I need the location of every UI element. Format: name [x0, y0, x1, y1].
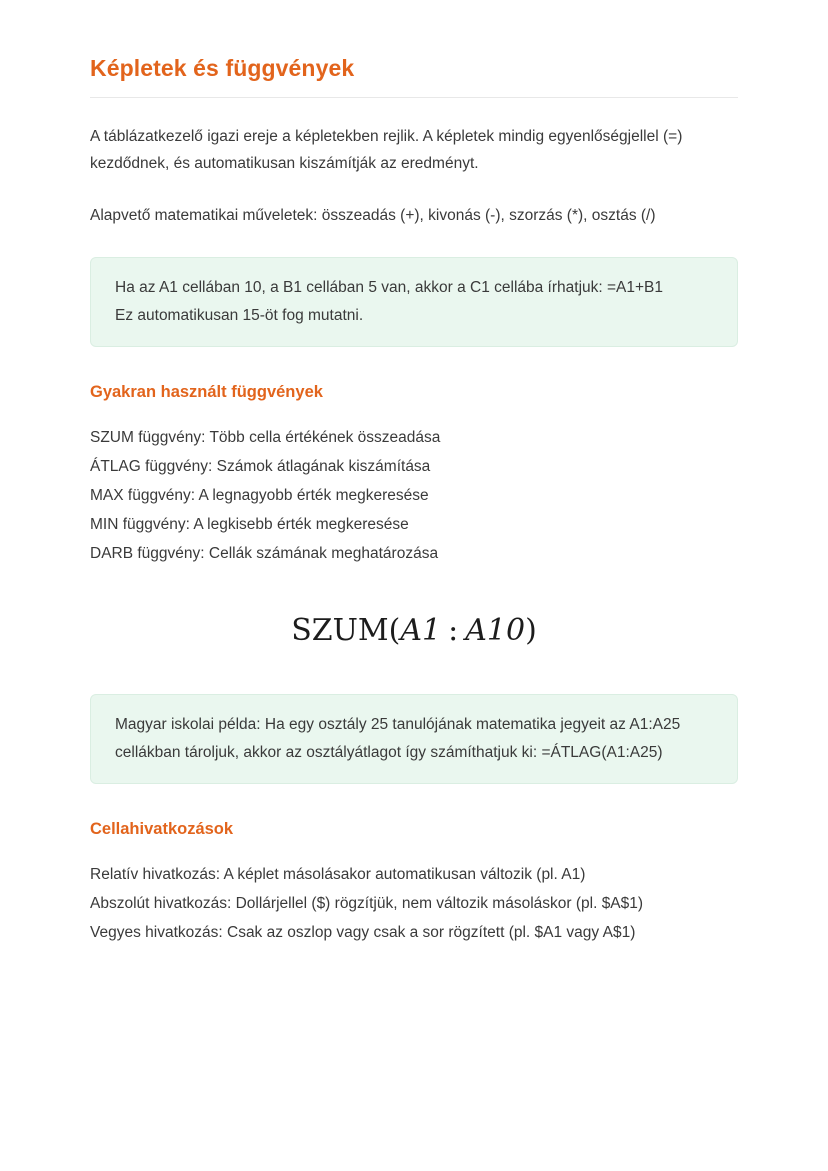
operations-paragraph: Alapvető matematikai műveletek: összeadás (+), kivonás (-), szorzás (*), osztás (/): [90, 207, 656, 225]
function-item-max: MAX függvény: A legnagyobb érték megkeresése: [90, 487, 429, 505]
reference-item-mixed: Vegyes hivatkozás: Csak az oszlop vagy csak a sor rögzített (pl. $A1 vagy A$1): [90, 923, 636, 941]
function-item-min: MIN függvény: A legkisebb érték megkeresése: [90, 516, 409, 534]
function-item-atlag: ÁTLAG függvény: Számok átlagának kiszámítása: [90, 458, 431, 476]
szum-math-formula: [90, 613, 738, 648]
reference-item-absolute: Abszolút hivatkozás: Dollárjellel ($) rögzítjük, nem változik másoláskor (pl. $A$1): [90, 894, 644, 912]
function-item-darb: DARB függvény: Cellák számának meghatározása: [90, 545, 439, 563]
functions-list: [90, 424, 738, 569]
references-section-heading: Cellahivatkozások: [90, 819, 234, 838]
school-example-text: Magyar iskolai példa: Ha egy osztály 25 tanulójának matematika jegyeit az A1:A25 cellákban tároljuk, akkor az osztályátlagot így számíthatjuk ki: =ÁTLAG(A1:A25): [115, 716, 681, 761]
formula-function-name: SZUM: [291, 613, 389, 649]
formula-close-paren: ): [525, 613, 537, 649]
formula-open-paren: (: [388, 613, 401, 649]
formula-example-line-2: Ez automatikusan 15-öt fog mutatni.: [115, 307, 364, 325]
formula-arg1: A1: [400, 613, 442, 649]
page-title: Képletek és függvények: [90, 55, 355, 81]
school-example-callout: [90, 694, 738, 784]
formula-separator: :: [448, 613, 459, 649]
reference-item-relative: Relatív hivatkozás: A képlet másolásakor automatikusan változik (pl. A1): [90, 865, 586, 883]
title-divider: [90, 97, 738, 98]
formula-example-line-1: Ha az A1 cellában 10, a B1 cellában 5 van, akkor a C1 cellába írhatjuk: =A1+B1: [115, 279, 664, 297]
references-list: [90, 861, 738, 948]
function-item-szum: SZUM függvény: Több cella értékének összeadása: [90, 429, 441, 447]
functions-section-heading: Gyakran használt függvények: [90, 383, 323, 402]
formula-arg2: A10: [465, 613, 526, 649]
formula-example-callout: [90, 257, 738, 347]
intro-paragraph: A táblázatkezelő igazi ereje a képletekben rejlik. A képletek mindig egyenlőségjellel (=) kezdődnek, és automatikusan kiszámítják az eredményt.: [90, 128, 683, 173]
